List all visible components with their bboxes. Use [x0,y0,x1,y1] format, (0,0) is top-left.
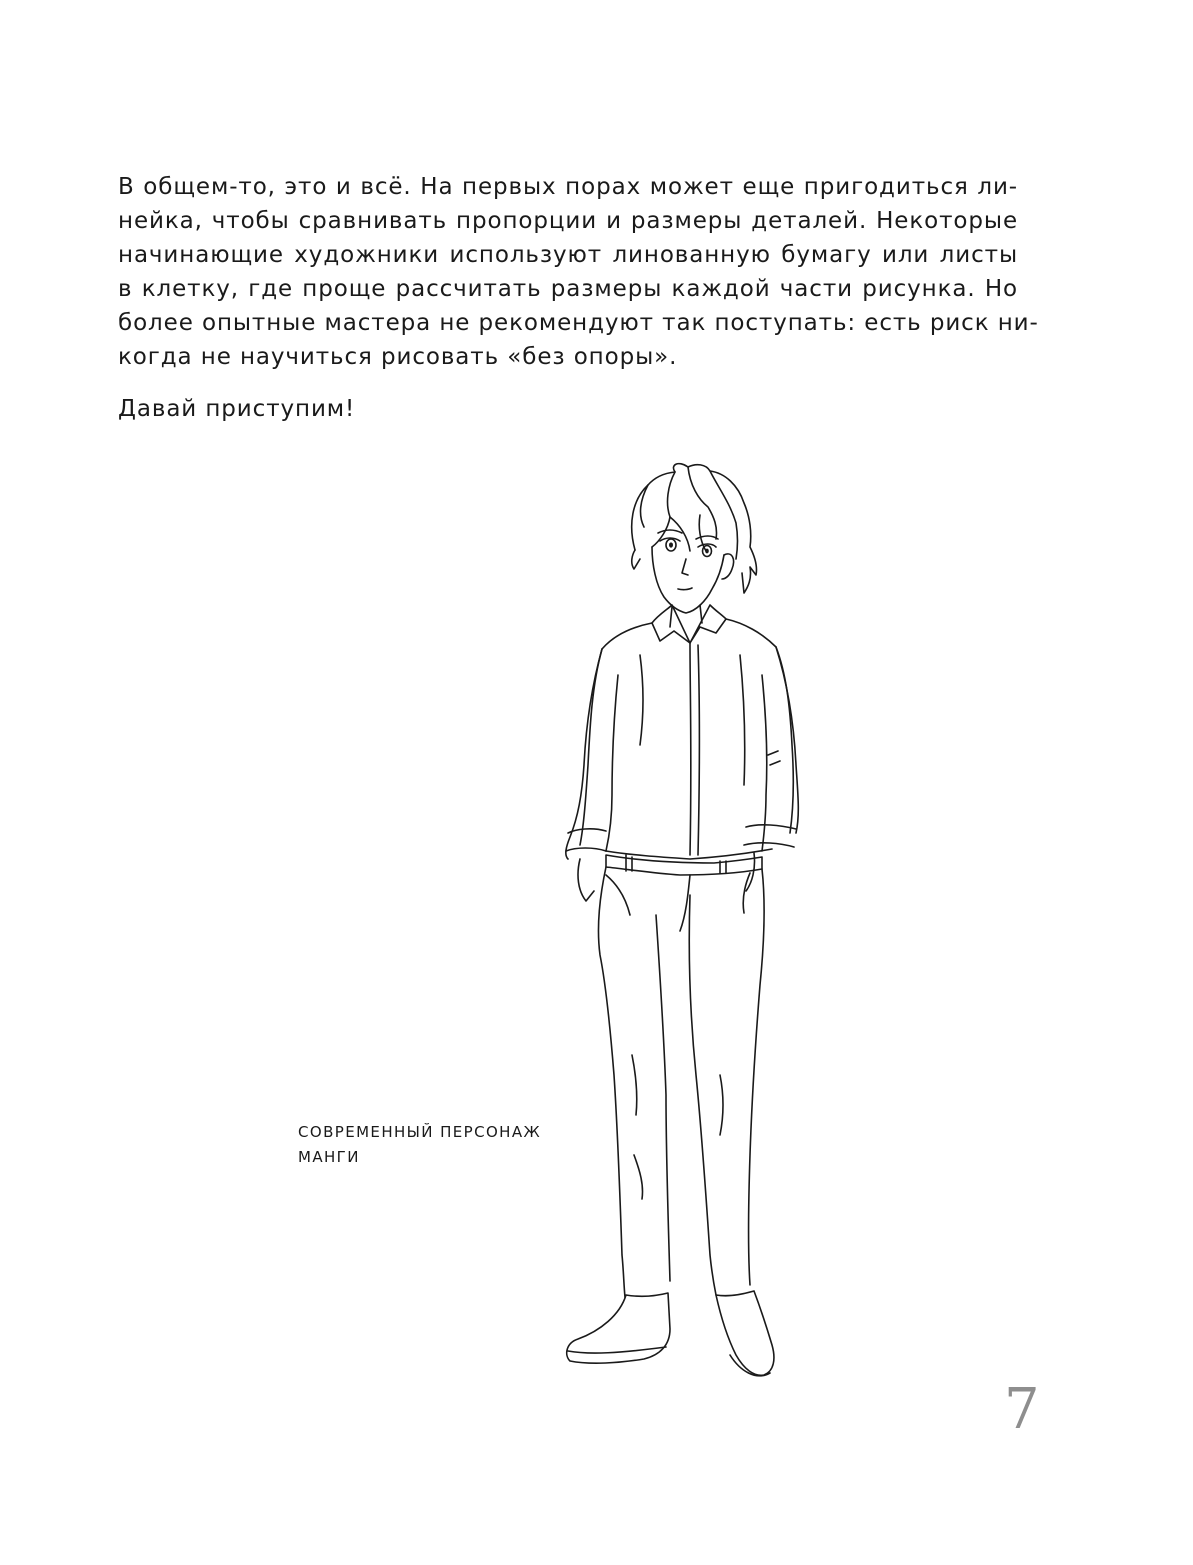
paragraph-line: когда не научиться рисовать «без опоры». [118,344,678,370]
caption-line: МАНГИ [298,1148,360,1166]
left-cuff [566,829,606,851]
paragraph-line: начинающие художники используют линованную бумагу или листы [118,242,1018,268]
body-paragraph [118,170,1039,374]
manga-character-illustration [540,455,820,1405]
left-leg-inner [656,915,670,1281]
closing-sentence: Давай приступим! [118,396,356,422]
trouser-fold [720,1075,723,1135]
left-arm-outer [566,649,602,859]
figure-caption [298,1120,598,1170]
paragraph-line: более опытные мастера не рекомендуют так поступать: есть риск ни- [118,310,1039,336]
nose [682,559,688,575]
hair-strand [652,472,675,547]
shirt-placket-2 [698,645,700,855]
paragraph-line: нейка, чтобы сравнивать пропорции и размеры деталей. Некоторые [118,208,1018,234]
right-cuff [744,825,796,847]
paragraph-line: В общем-то, это и всё. На первых порах может еще пригодиться ли- [118,174,1018,200]
shirt-right-side [726,619,793,833]
left-arm-inner [606,675,618,851]
page-number: 7 [1004,1377,1040,1442]
right-brow [696,536,718,539]
hair-outline [632,464,757,593]
caption-line: СОВРЕМЕННЫЙ ПЕРСОНАЖ [298,1123,542,1141]
right-pocket [743,873,750,913]
right-shoe [716,1291,774,1375]
sleeve-wrinkle [768,751,780,765]
hair-strand [670,517,690,551]
paragraph-line: в клетку, где проще рассчитать размеры каждой части рисунка. Но [118,276,1018,302]
collar [652,605,726,643]
shirt-hem [606,849,772,859]
shirt-fold [740,655,745,785]
right-pupil [705,549,709,554]
hair-strand [632,550,640,569]
left-brow [658,530,682,533]
character-line-art [540,455,820,1405]
left-pocket [606,875,630,915]
fly [680,875,690,931]
face-outline [652,547,724,613]
trouser-fold [632,1055,637,1115]
right-leg-outer [749,869,765,1285]
mouth [678,588,692,590]
shirt-placket [690,643,691,855]
right-arm-outer [776,647,798,833]
hair-strand [688,467,717,539]
trouser-fold [634,1155,643,1199]
left-leg-outer [598,867,626,1305]
right-leg-inner [689,895,716,1295]
left-hand [578,859,594,901]
left-pupil [669,542,673,547]
collar-left [652,623,690,643]
shirt-fold [640,655,643,745]
